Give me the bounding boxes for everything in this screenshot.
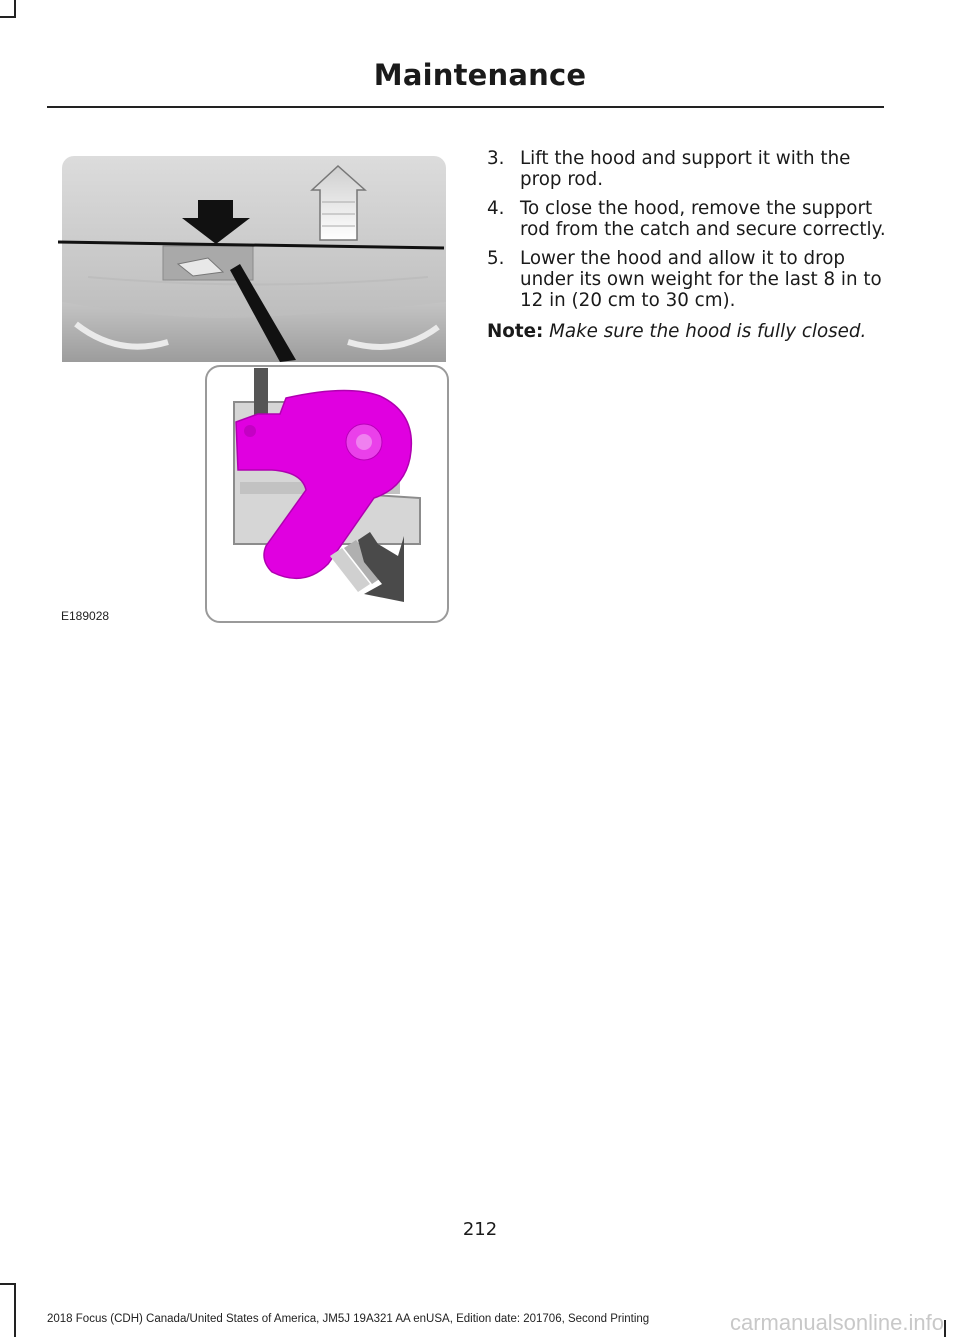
step-4 [487, 198, 887, 240]
page-number: 212 [462, 1219, 498, 1240]
crop-mark-top-left-v [14, 0, 16, 17]
crop-mark-top-left-h [0, 16, 16, 18]
vehicle-front-scene [58, 156, 446, 362]
step-text: To close the hood, remove the support rod from the catch and secure correctly. [520, 198, 886, 240]
step-text: Lift the hood and support it with the prop rod. [520, 148, 851, 190]
crop-mark-bottom-left-v [14, 1283, 16, 1337]
note-text: Make sure the hood is fully closed. [549, 321, 867, 342]
page-title: Maintenance [373, 58, 587, 92]
figure-id: E189028 [61, 609, 110, 623]
step-number: 4. [487, 198, 505, 219]
note-label: Note: [487, 321, 544, 342]
step-number: 5. [487, 248, 505, 269]
note [487, 321, 887, 342]
step-number: 3. [487, 148, 505, 169]
watermark: carmanualsonline.info [729, 1310, 944, 1335]
hood-catch-illustration [58, 152, 454, 628]
crop-mark-bottom-left-h [0, 1283, 16, 1285]
step-text: Lower the hood and allow it to drop under its own weight for the last 8 in to 12 in (20 cm to 30 cm). [520, 248, 882, 311]
footer-edition-info: 2018 Focus (CDH) Canada/United States of America, JM5J 19A321 AA enUSA, Edition date: 201706, Second Printing [47, 1313, 650, 1325]
step-5 [487, 248, 887, 311]
step-3 [487, 148, 887, 190]
header-divider [47, 106, 884, 108]
instructions [487, 148, 887, 342]
crop-mark-bottom-right-v [944, 1320, 946, 1337]
hood-catch-drawing [58, 152, 454, 628]
catch-detail-inset [206, 366, 448, 622]
